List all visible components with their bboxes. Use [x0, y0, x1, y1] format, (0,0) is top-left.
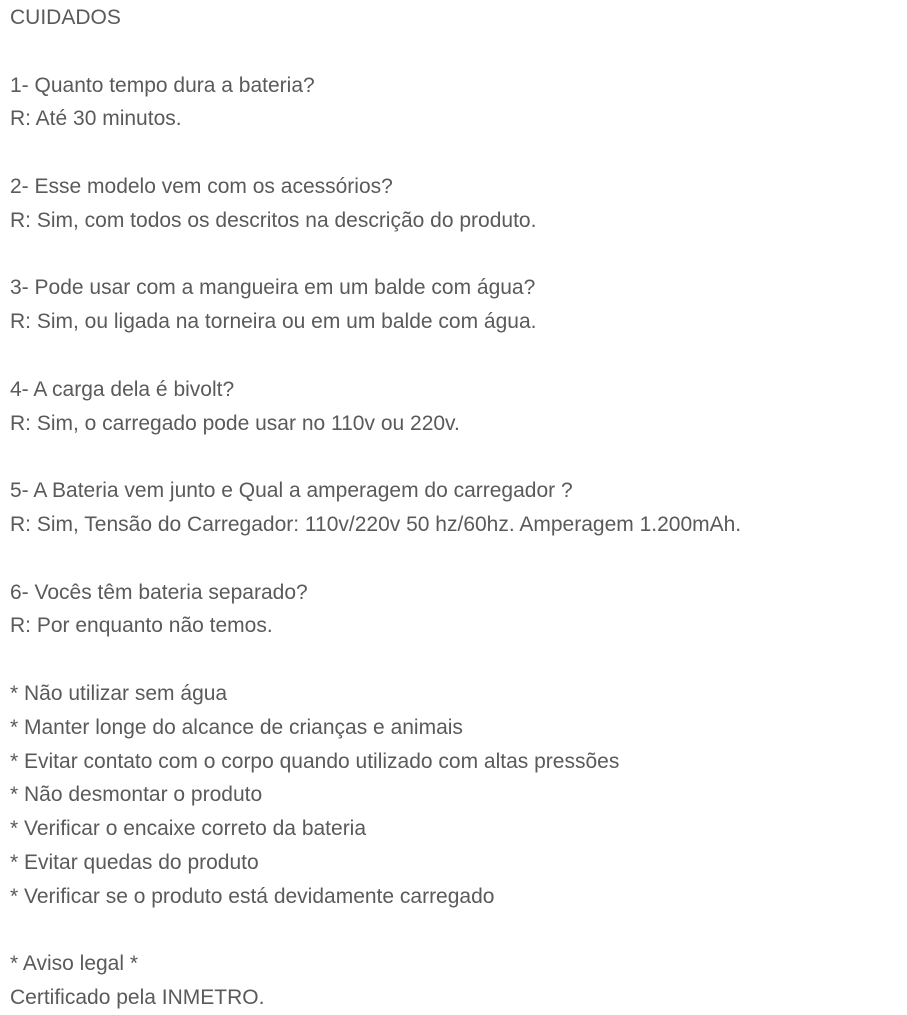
faq-answer: R: Até 30 minutos. — [10, 107, 182, 131]
faq-item-1 — [10, 69, 900, 137]
faq-item-3 — [10, 271, 900, 339]
faq-question: 4- A carga dela é bivolt? — [10, 377, 235, 401]
spacer — [10, 643, 900, 677]
precautions-list — [10, 677, 900, 914]
faq-question: 2- Esse modelo vem com os acessórios? — [10, 174, 393, 198]
spacer — [10, 440, 900, 474]
precaution-item: * Verificar se o produto está devidamente carregado — [10, 884, 495, 908]
spacer — [10, 542, 900, 576]
faq-answer: R: Sim, o carregado pode usar no 110v ou 220v. — [10, 411, 460, 435]
spacer — [10, 914, 900, 948]
heading: CUIDADOS — [10, 6, 121, 29]
product-care-document — [10, 1, 900, 1015]
faq-question: 5- A Bateria vem junto e Qual a amperagem do carregador ? — [10, 479, 573, 503]
faq-question: 6- Vocês têm bateria separado? — [10, 580, 308, 604]
faq-item-2 — [10, 170, 900, 238]
spacer — [10, 238, 900, 272]
spacer — [10, 136, 900, 170]
legal-notice — [10, 947, 900, 1015]
precaution-item: * Evitar contato com o corpo quando utilizado com altas pressões — [10, 749, 620, 773]
faq-answer: R: Por enquanto não temos. — [10, 614, 273, 638]
faq-item-4 — [10, 373, 900, 441]
legal-title: * Aviso legal * — [10, 952, 139, 976]
precaution-item: * Verificar o encaixe correto da bateria — [10, 817, 367, 841]
legal-text: Certificado pela INMETRO. — [10, 986, 265, 1010]
faq-answer: R: Sim, com todos os descritos na descrição do produto. — [10, 208, 537, 232]
spacer — [10, 339, 900, 373]
precaution-item: * Não utilizar sem água — [10, 681, 228, 705]
faq-item-6 — [10, 576, 900, 644]
precaution-item: * Manter longe do alcance de crianças e animais — [10, 715, 463, 739]
faq-item-5 — [10, 474, 900, 542]
spacer — [10, 35, 900, 69]
faq-question: 3- Pode usar com a mangueira em um balde com água? — [10, 276, 536, 300]
precaution-item: * Não desmontar o produto — [10, 783, 263, 807]
faq-answer: R: Sim, ou ligada na torneira ou em um balde com água. — [10, 310, 537, 334]
faq-question: 1- Quanto tempo dura a bateria? — [10, 73, 315, 97]
faq-answer: R: Sim, Tensão do Carregador: 110v/220v 50 hz/60hz. Amperagem 1.200mAh. — [10, 512, 742, 536]
precaution-item: * Evitar quedas do produto — [10, 850, 259, 874]
